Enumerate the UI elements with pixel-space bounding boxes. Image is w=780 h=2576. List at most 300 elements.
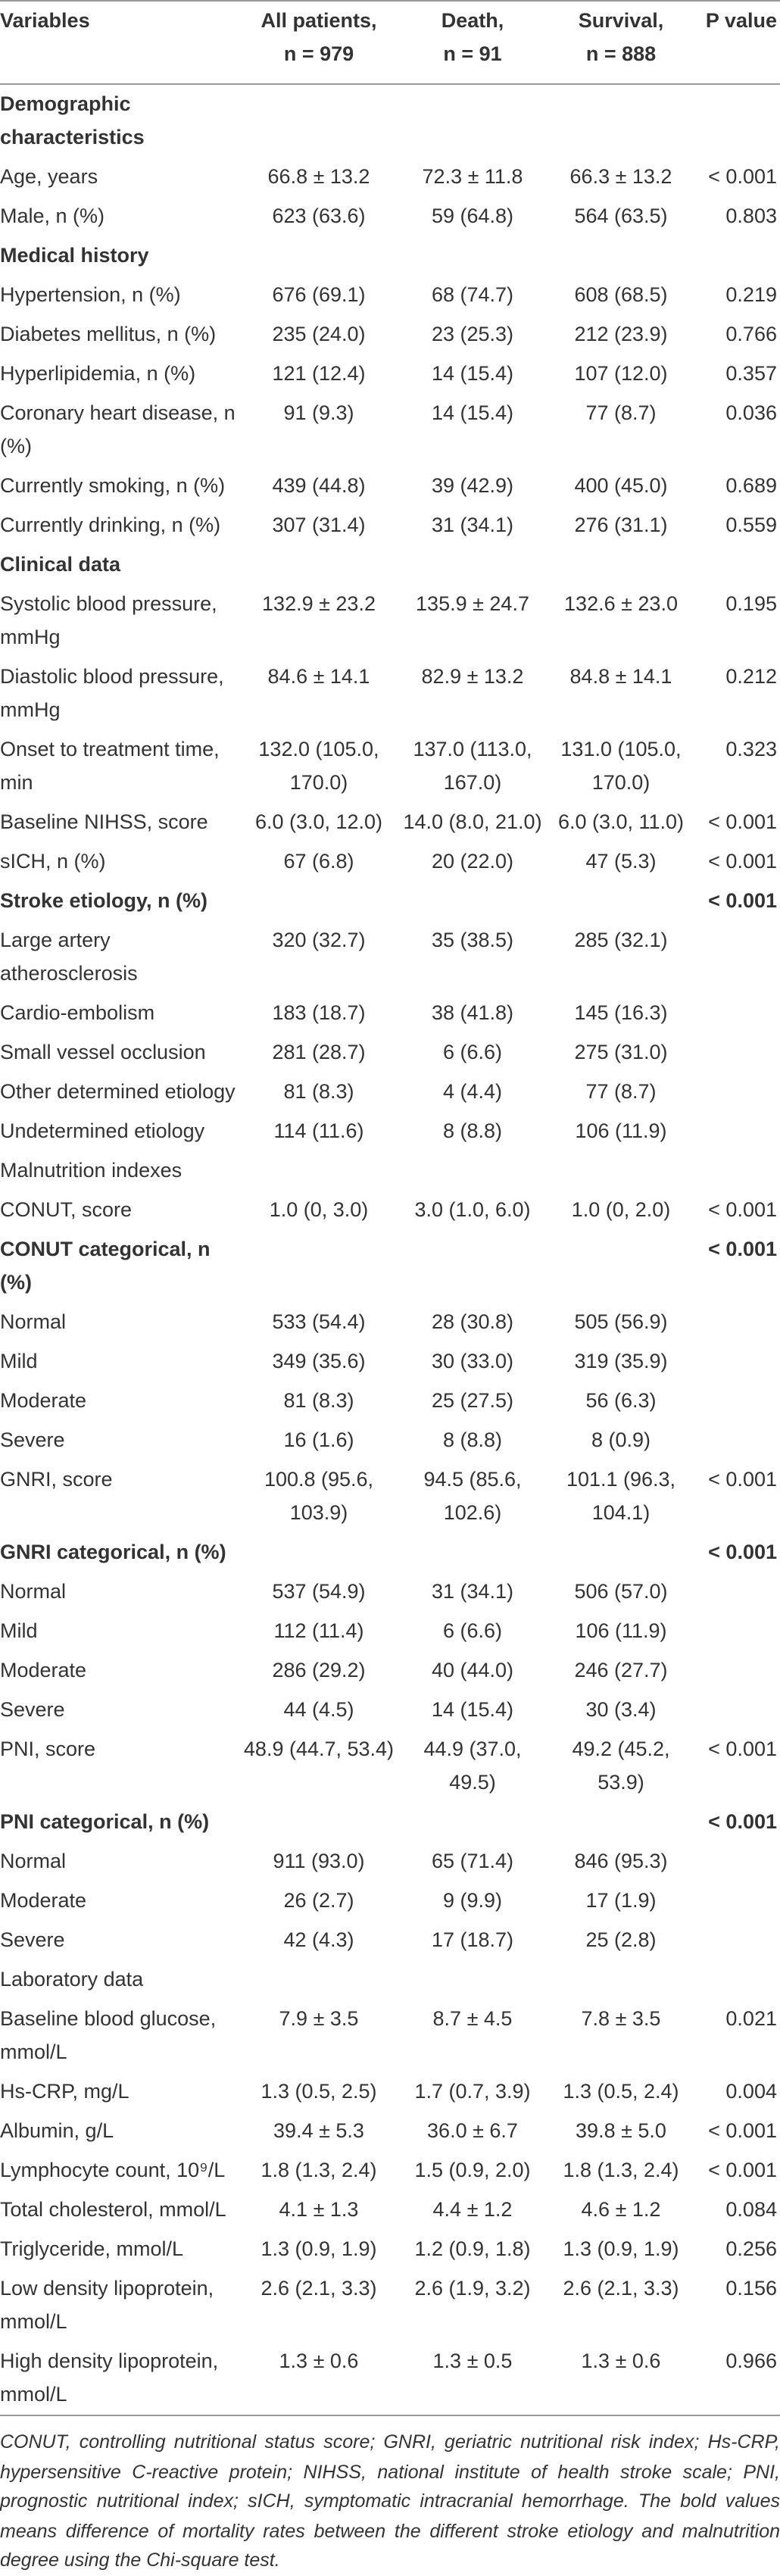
cell-variable: Small vessel occlusion bbox=[0, 1041, 206, 1063]
cell-variable: Triglyceride, mmol/L bbox=[0, 2237, 184, 2260]
cell-survival: 6.0 (3.0, 11.0) bbox=[557, 810, 685, 833]
cell-death: 8.7 ± 4.5 bbox=[432, 2007, 513, 2030]
cell-p-value bbox=[695, 545, 780, 585]
table-body bbox=[0, 84, 780, 2415]
cell-all-patients: 26 (2.7) bbox=[283, 1889, 354, 1912]
section-label: GNRI categorical, n (%) bbox=[0, 1541, 226, 1563]
table-row bbox=[0, 1073, 780, 1112]
cell-death: 1.7 (0.7, 3.9) bbox=[414, 2080, 531, 2103]
cell-survival: 25 (2.8) bbox=[585, 1928, 657, 1951]
cell-variable: Baseline NIHSS, score bbox=[0, 810, 208, 833]
subheading-row bbox=[0, 1151, 780, 1191]
cell-p-value bbox=[695, 1303, 780, 1342]
cell-variable: PNI, score bbox=[0, 1738, 96, 1760]
cell-empty bbox=[398, 1533, 547, 1572]
cell-all-patients: 533 (54.4) bbox=[272, 1310, 366, 1333]
cell-variable: Diabetes mellitus, n (%) bbox=[0, 323, 217, 345]
cell-death: 1.3 ± 0.5 bbox=[432, 2350, 513, 2372]
cell-variable: Other determined etiology bbox=[0, 1080, 236, 1103]
table-row bbox=[0, 1303, 780, 1342]
cell-all-patients: 81 (8.3) bbox=[283, 1080, 354, 1103]
cell-all-patients: 6.0 (3.0, 12.0) bbox=[254, 810, 383, 833]
cell-survival: 285 (32.1) bbox=[574, 929, 668, 951]
cell-death: 14.0 (8.0, 21.0) bbox=[403, 810, 542, 833]
cell-p-value: 0.021 bbox=[725, 2007, 777, 2030]
cell-p-value bbox=[695, 994, 780, 1033]
table-row bbox=[0, 2112, 780, 2151]
cell-p-value bbox=[695, 1033, 780, 1073]
cell-survival: 131.0 (105.0, 170.0) bbox=[560, 738, 682, 794]
cell-variable: Mild bbox=[0, 1619, 38, 1642]
table-row bbox=[0, 467, 780, 506]
cell-p-value bbox=[695, 1612, 780, 1651]
cell-death: 4 (4.4) bbox=[442, 1080, 503, 1103]
cell-p-value: < 0.001 bbox=[708, 1810, 777, 1833]
cell-p-value: 0.212 bbox=[725, 665, 777, 688]
cell-empty bbox=[547, 1533, 695, 1572]
cell-p-value bbox=[695, 1342, 780, 1382]
cell-variable: GNRI, score bbox=[0, 1468, 113, 1491]
section-row bbox=[0, 545, 780, 585]
cell-p-value: 0.966 bbox=[725, 2350, 777, 2372]
table-row bbox=[0, 1881, 780, 1921]
cell-all-patients: 537 (54.9) bbox=[272, 1580, 366, 1603]
cell-death: 38 (41.8) bbox=[431, 1001, 514, 1024]
cell-p-value: < 0.001 bbox=[708, 1738, 777, 1760]
section-row bbox=[0, 236, 780, 276]
table-row bbox=[0, 1691, 780, 1730]
cell-survival: 8 (0.9) bbox=[591, 1429, 651, 1451]
header-death bbox=[398, 1, 547, 84]
cell-empty bbox=[239, 1803, 398, 1842]
cell-empty bbox=[398, 545, 547, 585]
table-row bbox=[0, 315, 780, 354]
cell-all-patients: 67 (6.8) bbox=[283, 850, 354, 873]
cell-all-patients: 42 (4.3) bbox=[283, 1928, 354, 1951]
cell-survival: 1.3 ± 0.6 bbox=[581, 2350, 661, 2372]
cell-empty bbox=[398, 1803, 547, 1842]
cell-survival: 212 (23.9) bbox=[574, 323, 668, 345]
cell-variable: Total cholesterol, mmol/L bbox=[0, 2198, 226, 2221]
cell-empty bbox=[239, 545, 398, 585]
cell-all-patients: 2.6 (2.1, 3.3) bbox=[261, 2277, 377, 2300]
table-row bbox=[0, 1421, 780, 1460]
cell-survival: 275 (31.0) bbox=[574, 1041, 668, 1063]
table-row bbox=[0, 730, 780, 803]
cell-variable: Severe bbox=[0, 1698, 65, 1721]
cell-variable: Mild bbox=[0, 1350, 38, 1372]
cell-p-value: < 0.001 bbox=[708, 2119, 777, 2142]
cell-death: 137.0 (113.0, 167.0) bbox=[413, 738, 532, 794]
cell-death: 8 (8.8) bbox=[442, 1429, 503, 1451]
cell-p-value: < 0.001 bbox=[708, 1468, 777, 1491]
cell-p-value: 0.004 bbox=[725, 2080, 777, 2103]
cell-death: 94.5 (85.6, 102.6) bbox=[423, 1468, 522, 1524]
cell-variable: Male, n (%) bbox=[0, 205, 105, 227]
cell-survival: 106 (11.9) bbox=[575, 1119, 667, 1142]
cell-all-patients: 439 (44.8) bbox=[272, 474, 366, 497]
cell-empty bbox=[547, 545, 695, 585]
cell-death: 68 (74.7) bbox=[431, 283, 514, 306]
cell-all-patients: 44 (4.5) bbox=[283, 1698, 354, 1721]
table-row bbox=[0, 1572, 780, 1612]
header-all-patients bbox=[239, 1, 398, 84]
cell-variable: Onset to treatment time, min bbox=[0, 738, 220, 794]
cell-empty bbox=[398, 1960, 547, 2000]
table-row bbox=[0, 1842, 780, 1881]
table-row bbox=[0, 2269, 780, 2342]
header-row bbox=[0, 1, 780, 84]
cell-all-patients: 132.0 (105.0, 170.0) bbox=[258, 738, 379, 794]
cell-survival: 505 (56.9) bbox=[574, 1310, 668, 1333]
cell-survival: 1.3 (0.9, 1.9) bbox=[563, 2237, 679, 2260]
cell-p-value: < 0.001 bbox=[708, 889, 777, 912]
cell-survival: 49.2 (45.2, 53.9) bbox=[572, 1738, 670, 1794]
cell-death: 59 (64.8) bbox=[431, 205, 514, 227]
cell-death: 2.6 (1.9, 3.2) bbox=[414, 2277, 531, 2300]
cell-survival: 56 (6.3) bbox=[585, 1389, 657, 1412]
cell-empty bbox=[398, 236, 547, 276]
cell-variable: Hyperlipidemia, n (%) bbox=[0, 362, 196, 385]
cell-empty bbox=[398, 84, 547, 158]
cell-variable: Low density lipoprotein, mmol/L bbox=[0, 2277, 214, 2333]
cell-death: 35 (38.5) bbox=[431, 929, 514, 951]
cell-death: 72.3 ± 11.8 bbox=[422, 165, 523, 188]
cell-all-patients: 235 (24.0) bbox=[272, 323, 366, 345]
cell-death: 25 (27.5) bbox=[431, 1389, 514, 1412]
section-row bbox=[0, 1803, 780, 1842]
cell-p-value: 0.357 bbox=[725, 362, 777, 385]
cell-survival: 66.3 ± 13.2 bbox=[569, 165, 672, 188]
section-label: Laboratory data bbox=[0, 1968, 144, 1991]
cell-p-value bbox=[695, 1151, 780, 1191]
cell-variable: Diastolic blood pressure, mmHg bbox=[0, 665, 224, 721]
cell-all-patients: 286 (29.2) bbox=[272, 1659, 366, 1681]
header-all-label: All patients, bbox=[261, 9, 377, 32]
cell-all-patients: 183 (18.7) bbox=[272, 1001, 366, 1024]
cell-variable: Normal bbox=[0, 1580, 67, 1603]
section-label: PNI categorical, n (%) bbox=[0, 1810, 210, 1833]
cell-all-patients: 623 (63.6) bbox=[272, 205, 366, 227]
cell-empty bbox=[398, 882, 547, 921]
section-row bbox=[0, 84, 780, 158]
cell-survival: 319 (35.9) bbox=[574, 1350, 668, 1372]
cell-p-value bbox=[695, 236, 780, 276]
cell-death: 6 (6.6) bbox=[442, 1041, 503, 1063]
cell-death: 14 (15.4) bbox=[431, 362, 514, 385]
cell-death: 40 (44.0) bbox=[431, 1659, 514, 1681]
cell-p-value: 0.036 bbox=[725, 401, 777, 424]
header-variables: Variables bbox=[0, 9, 90, 32]
cell-death: 65 (71.4) bbox=[431, 1850, 514, 1872]
cell-p-value: 0.195 bbox=[725, 592, 777, 615]
cell-all-patients: 132.9 ± 23.2 bbox=[262, 592, 376, 615]
cell-variable: Age, years bbox=[0, 165, 98, 188]
cell-p-value bbox=[695, 1572, 780, 1612]
cell-p-value: < 0.001 bbox=[708, 850, 777, 873]
cell-variable: Albumin, g/L bbox=[0, 2119, 114, 2142]
cell-variable: Large artery atherosclerosis bbox=[0, 929, 138, 985]
section-row bbox=[0, 1533, 780, 1572]
cell-p-value bbox=[695, 1651, 780, 1691]
cell-p-value bbox=[695, 84, 780, 158]
cell-all-patients: 320 (32.7) bbox=[272, 929, 366, 951]
header-death-n: n = 91 bbox=[443, 42, 502, 65]
section-label: Medical history bbox=[0, 244, 149, 267]
cell-all-patients: 114 (11.6) bbox=[273, 1119, 364, 1142]
cell-p-value bbox=[695, 1382, 780, 1421]
cell-death: 39 (42.9) bbox=[431, 474, 514, 497]
cell-p-value bbox=[695, 1112, 780, 1151]
cell-variable: Normal bbox=[0, 1850, 67, 1872]
table-row bbox=[0, 394, 780, 467]
cell-all-patients: 100.8 (95.6, 103.9) bbox=[264, 1468, 374, 1524]
table-footnote: CONUT, controlling nutritional status score; GNRI, geriatric nutritional risk index; Hs-CRP, hypersensitive C-reactive protein; NIHSS, national institute of health stroke scale; PNI, prognostic nutritional index; sICH, symptomatic intracranial hemorrhage. The bold values means difference of mortality rates between the different stroke etiology and malnutrition degree using the Chi-square test. bbox=[0, 2431, 780, 2571]
cell-all-patients: 81 (8.3) bbox=[283, 1389, 354, 1412]
cell-survival: 1.8 (1.3, 2.4) bbox=[563, 2159, 679, 2181]
cell-p-value: < 0.001 bbox=[708, 810, 777, 833]
cell-death: 36.0 ± 6.7 bbox=[427, 2119, 518, 2142]
cell-survival: 276 (31.1) bbox=[574, 514, 668, 536]
table-row bbox=[0, 842, 780, 882]
cell-survival: 564 (63.5) bbox=[574, 205, 668, 227]
cell-variable: Severe bbox=[0, 1928, 65, 1951]
cell-empty bbox=[239, 882, 398, 921]
cell-all-patients: 1.3 ± 0.6 bbox=[279, 2350, 359, 2372]
cell-all-patients: 349 (35.6) bbox=[272, 1350, 366, 1372]
cell-p-value bbox=[695, 1881, 780, 1921]
cell-death: 82.9 ± 13.2 bbox=[421, 665, 524, 688]
header-p-value: P value bbox=[705, 9, 777, 32]
table-row bbox=[0, 2342, 780, 2415]
cell-all-patients: 281 (28.7) bbox=[272, 1041, 366, 1063]
cell-survival: 77 (8.7) bbox=[585, 1080, 657, 1103]
cell-death: 28 (30.8) bbox=[431, 1310, 514, 1333]
cell-all-patients: 84.6 ± 14.1 bbox=[267, 665, 370, 688]
cell-all-patients: 676 (69.1) bbox=[272, 283, 366, 306]
cell-all-patients: 7.9 ± 3.5 bbox=[279, 2007, 359, 2030]
table-row bbox=[0, 1612, 780, 1651]
cell-empty bbox=[239, 1151, 398, 1191]
cell-death: 135.9 ± 24.7 bbox=[416, 592, 529, 615]
cell-variable: Currently drinking, n (%) bbox=[0, 514, 221, 536]
cell-empty bbox=[239, 1960, 398, 2000]
cell-all-patients: 66.8 ± 13.2 bbox=[267, 165, 370, 188]
table-row bbox=[0, 2151, 780, 2190]
cell-p-value: < 0.001 bbox=[708, 165, 777, 188]
cell-p-value: 0.156 bbox=[725, 2277, 777, 2300]
cell-death: 14 (15.4) bbox=[431, 1698, 514, 1721]
cell-survival: 1.0 (0, 2.0) bbox=[571, 1198, 671, 1221]
cell-variable: CONUT, score bbox=[0, 1198, 133, 1221]
table-row bbox=[0, 803, 780, 842]
cell-survival: 39.8 ± 5.0 bbox=[576, 2119, 666, 2142]
cell-survival: 30 (3.4) bbox=[585, 1698, 657, 1721]
section-label: Clinical data bbox=[0, 553, 121, 576]
cell-variable: Undetermined etiology bbox=[0, 1119, 205, 1142]
cell-empty bbox=[547, 1151, 695, 1191]
cell-death: 4.4 ± 1.2 bbox=[432, 2198, 513, 2221]
table-row bbox=[0, 1342, 780, 1382]
cell-p-value: 0.219 bbox=[725, 283, 777, 306]
cell-all-patients: 1.8 (1.3, 2.4) bbox=[261, 2159, 377, 2181]
cell-survival: 106 (11.9) bbox=[575, 1619, 667, 1642]
cell-variable: Normal bbox=[0, 1310, 67, 1333]
cell-survival: 246 (27.7) bbox=[574, 1659, 668, 1681]
cell-variable: Hs-CRP, mg/L bbox=[0, 2080, 129, 2103]
table-row bbox=[0, 2230, 780, 2269]
cell-all-patients: 48.9 (44.7, 53.4) bbox=[243, 1738, 395, 1760]
cell-p-value bbox=[695, 1921, 780, 1960]
table-row bbox=[0, 1112, 780, 1151]
cell-variable: Currently smoking, n (%) bbox=[0, 474, 226, 497]
cell-p-value bbox=[695, 1691, 780, 1730]
cell-survival: 7.8 ± 3.5 bbox=[581, 2007, 661, 2030]
header-survival-n: n = 888 bbox=[585, 42, 657, 65]
cell-survival: 4.6 ± 1.2 bbox=[581, 2198, 661, 2221]
header-survival-label: Survival, bbox=[578, 9, 664, 32]
cell-death: 31 (34.1) bbox=[431, 1580, 514, 1603]
table-row bbox=[0, 2072, 780, 2112]
table-header bbox=[0, 1, 780, 84]
cell-survival: 47 (5.3) bbox=[585, 850, 657, 873]
table-row bbox=[0, 2190, 780, 2230]
table-row bbox=[0, 1921, 780, 1960]
cell-variable: Systolic blood pressure, mmHg bbox=[0, 592, 217, 648]
cell-survival: 2.6 (2.1, 3.3) bbox=[563, 2277, 679, 2300]
cell-death: 6 (6.6) bbox=[442, 1619, 503, 1642]
cell-death: 44.9 (37.0, 49.5) bbox=[423, 1738, 522, 1794]
cell-all-patients: 911 (93.0) bbox=[273, 1850, 365, 1872]
cell-empty bbox=[547, 236, 695, 276]
cell-all-patients: 39.4 ± 5.3 bbox=[273, 2119, 364, 2142]
table-row bbox=[0, 1460, 780, 1533]
section-row bbox=[0, 1230, 780, 1303]
cell-death: 17 (18.7) bbox=[431, 1928, 514, 1951]
section-label: Stroke etiology, n (%) bbox=[0, 889, 208, 912]
cell-death: 8 (8.8) bbox=[442, 1119, 503, 1142]
table-row bbox=[0, 1730, 780, 1803]
table-row bbox=[0, 1382, 780, 1421]
cell-variable: Baseline blood glucose, mmol/L bbox=[0, 2007, 217, 2063]
cell-death: 9 (9.9) bbox=[442, 1889, 503, 1912]
cell-empty bbox=[547, 1230, 695, 1303]
cell-empty bbox=[239, 84, 398, 158]
section-label: CONUT categorical, n (%) bbox=[0, 1238, 211, 1294]
cell-empty bbox=[239, 236, 398, 276]
cell-survival: 608 (68.5) bbox=[574, 283, 668, 306]
section-row bbox=[0, 882, 780, 921]
cell-variable: Lymphocyte count, 10⁹/L bbox=[0, 2159, 226, 2181]
cell-p-value: 0.084 bbox=[725, 2198, 777, 2221]
table-row bbox=[0, 197, 780, 236]
cell-survival: 17 (1.9) bbox=[585, 1889, 657, 1912]
table-row bbox=[0, 158, 780, 197]
table-row bbox=[0, 506, 780, 545]
cell-death: 31 (34.1) bbox=[431, 514, 514, 536]
table-row bbox=[0, 1191, 780, 1230]
table-row bbox=[0, 921, 780, 994]
cell-p-value: < 0.001 bbox=[708, 2159, 777, 2181]
cell-survival: 132.6 ± 23.0 bbox=[564, 592, 678, 615]
cell-all-patients: 4.1 ± 1.3 bbox=[279, 2198, 359, 2221]
cell-survival: 506 (57.0) bbox=[574, 1580, 668, 1603]
table-row bbox=[0, 657, 780, 730]
table-row bbox=[0, 994, 780, 1033]
cell-death: 3.0 (1.0, 6.0) bbox=[414, 1198, 531, 1221]
cell-death: 1.2 (0.9, 1.8) bbox=[414, 2237, 531, 2260]
table-row bbox=[0, 1651, 780, 1691]
cell-empty bbox=[239, 1533, 398, 1572]
cell-death: 20 (22.0) bbox=[431, 850, 514, 873]
cell-p-value bbox=[695, 921, 780, 994]
cell-p-value: 0.689 bbox=[725, 474, 777, 497]
table-row bbox=[0, 585, 780, 657]
cell-variable: Moderate bbox=[0, 1889, 87, 1912]
cell-p-value: 0.256 bbox=[725, 2237, 777, 2260]
cell-p-value: < 0.001 bbox=[708, 1541, 777, 1563]
cell-variable: Hypertension, n (%) bbox=[0, 283, 181, 306]
cell-p-value: 0.559 bbox=[725, 514, 777, 536]
cell-survival: 400 (45.0) bbox=[574, 474, 668, 497]
cell-p-value bbox=[695, 1073, 780, 1112]
cell-variable: High density lipoprotein, mmol/L bbox=[0, 2350, 219, 2406]
cell-empty bbox=[547, 1960, 695, 2000]
cell-all-patients: 1.0 (0, 3.0) bbox=[269, 1198, 369, 1221]
header-death-label: Death, bbox=[441, 9, 504, 32]
cell-all-patients: 307 (31.4) bbox=[272, 514, 366, 536]
cell-survival: 846 (95.3) bbox=[574, 1850, 668, 1872]
cell-death: 23 (25.3) bbox=[431, 323, 514, 345]
table-row bbox=[0, 2000, 780, 2072]
header-survival bbox=[547, 1, 695, 84]
cell-survival: 107 (12.0) bbox=[574, 362, 668, 385]
cell-variable: Severe bbox=[0, 1429, 65, 1451]
section-label: Malnutrition indexes bbox=[0, 1159, 183, 1182]
cell-empty bbox=[547, 84, 695, 158]
cell-p-value bbox=[695, 1421, 780, 1460]
cell-empty bbox=[239, 1230, 398, 1303]
cell-variable: Moderate bbox=[0, 1659, 87, 1681]
table-row bbox=[0, 1033, 780, 1073]
table-row bbox=[0, 354, 780, 394]
cell-p-value: 0.766 bbox=[725, 323, 777, 345]
cell-survival: 84.8 ± 14.1 bbox=[569, 665, 672, 688]
cell-p-value: < 0.001 bbox=[708, 1238, 777, 1260]
cell-empty bbox=[398, 1230, 547, 1303]
cell-empty bbox=[547, 882, 695, 921]
cell-all-patients: 1.3 (0.9, 1.9) bbox=[261, 2237, 377, 2260]
cell-death: 1.5 (0.9, 2.0) bbox=[414, 2159, 531, 2181]
cell-all-patients: 16 (1.6) bbox=[283, 1429, 354, 1451]
cell-all-patients: 121 (12.4) bbox=[272, 362, 366, 385]
cell-survival: 145 (16.3) bbox=[574, 1001, 668, 1024]
cell-all-patients: 112 (11.4) bbox=[273, 1619, 364, 1642]
cell-survival: 77 (8.7) bbox=[585, 401, 657, 424]
table-row bbox=[0, 276, 780, 315]
cell-death: 30 (33.0) bbox=[431, 1350, 514, 1372]
cell-empty bbox=[547, 1803, 695, 1842]
cell-p-value bbox=[695, 1842, 780, 1881]
cell-variable: Moderate bbox=[0, 1389, 87, 1412]
cell-p-value: < 0.001 bbox=[708, 1198, 777, 1221]
cell-empty bbox=[398, 1151, 547, 1191]
cell-variable: Coronary heart disease, n (%) bbox=[0, 401, 236, 457]
subheading-row bbox=[0, 1960, 780, 2000]
cell-p-value: 0.803 bbox=[725, 205, 777, 227]
cell-survival: 101.1 (96.3, 104.1) bbox=[566, 1468, 676, 1524]
cell-p-value bbox=[695, 1960, 780, 2000]
